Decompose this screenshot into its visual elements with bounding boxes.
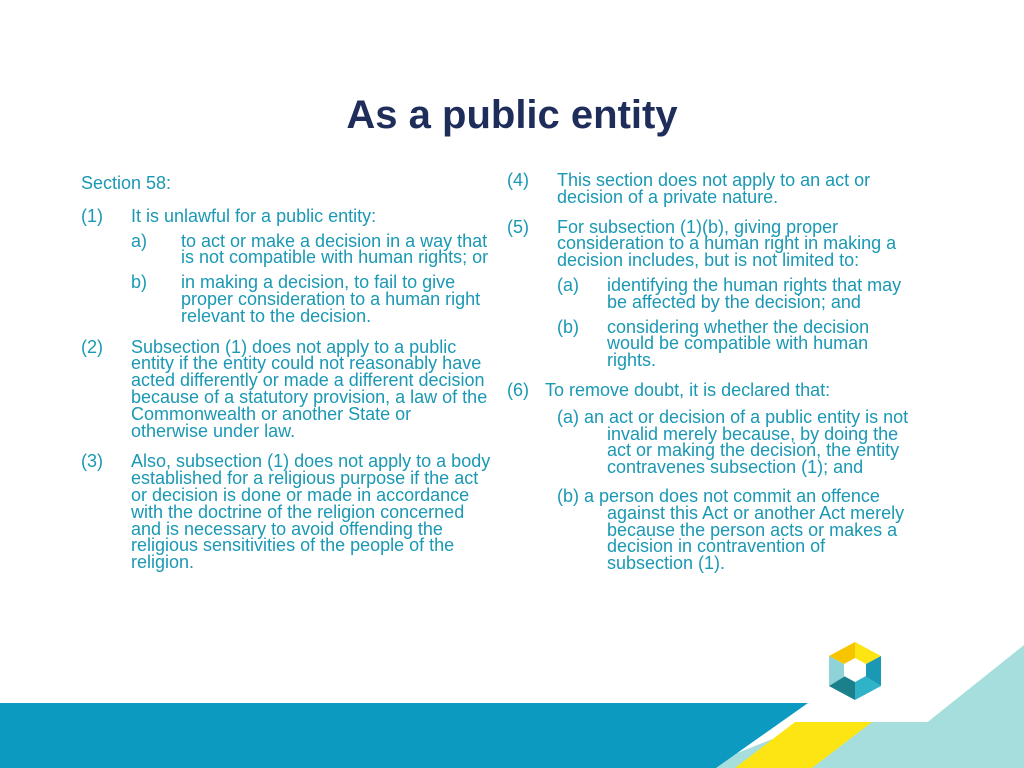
- subclause-label: (a): [557, 274, 579, 295]
- subclause: [557, 274, 912, 312]
- page-title: As a public entity: [346, 93, 678, 137]
- subclause: [557, 316, 912, 371]
- section-heading: Section 58:: [81, 173, 172, 193]
- clause-number: (1): [81, 205, 103, 226]
- subclause: [131, 230, 491, 268]
- subclause-text: in making a decision, to fail to give proper consideration to a human right relevant to the decision.: [181, 272, 481, 326]
- clause-text: Subsection (1) does not apply to a public entity if the entity could not reasonably have acted differently or made a different decision because of a statutory provision, a law of the Commonwealth or another State or otherwise under law.: [131, 336, 488, 441]
- clause-number: (3): [81, 451, 103, 472]
- clause-2: [81, 336, 491, 441]
- clause-text: Also, subsection (1) does not apply to a body established for a religious purpose if the act or decision is done or made in accordance with the doctrine of the religion concerned and is necessary to avoid offending the religious sensitivities of the people of the religion.: [131, 451, 491, 573]
- footer-yellow-band: [735, 722, 872, 768]
- clause-5: [507, 216, 912, 371]
- clause-3: [81, 453, 491, 571]
- clause-text: For subsection (1)(b), giving proper consideration to a human right in making a decision includes, but is not limited to:: [557, 216, 897, 271]
- footer-light-band: [700, 722, 1024, 768]
- subclause-text: considering whether the decision would be compatible with human rights.: [607, 316, 870, 371]
- clause-number: (4): [507, 170, 529, 190]
- clause-text: To remove doubt, it is declared that:: [545, 379, 831, 400]
- subclause-text: to act or make a decision in a way that is not compatible with human rights; or: [181, 230, 489, 268]
- subclause-label: a): [131, 230, 148, 251]
- clause-text: This section does not apply to an act or decision of a private nature.: [557, 170, 871, 207]
- clause-6: [507, 379, 912, 574]
- subclause-label: b): [131, 272, 148, 293]
- footer-blue-band: [0, 703, 808, 768]
- clause-text: It is unlawful for a public entity:: [131, 205, 377, 226]
- clause-number: (5): [507, 216, 529, 237]
- declaration-item: (b) a person does not commit an offence against this Act or another Act merely because the person acts or makes a decision in contravention of subsection (1).: [557, 485, 905, 574]
- hexagon-logo-icon: [826, 640, 884, 702]
- clause-4: [507, 172, 912, 206]
- clause-number: (6): [507, 379, 529, 400]
- declaration-item: (a) an act or decision of a public entity is not invalid merely because, by doing the act or making the decision, the entity contravenes subsection (1); and: [557, 406, 909, 478]
- subclause-label: (b): [557, 316, 579, 337]
- right-column: [507, 172, 912, 584]
- left-column: [81, 175, 491, 585]
- footer-light-band: [870, 645, 1024, 768]
- subclause-text: identifying the human rights that may be affected by the decision; and: [607, 274, 902, 312]
- clause-1: [81, 205, 491, 326]
- subclause: [131, 274, 491, 324]
- declarations: [557, 406, 912, 574]
- clause-number: (2): [81, 336, 103, 357]
